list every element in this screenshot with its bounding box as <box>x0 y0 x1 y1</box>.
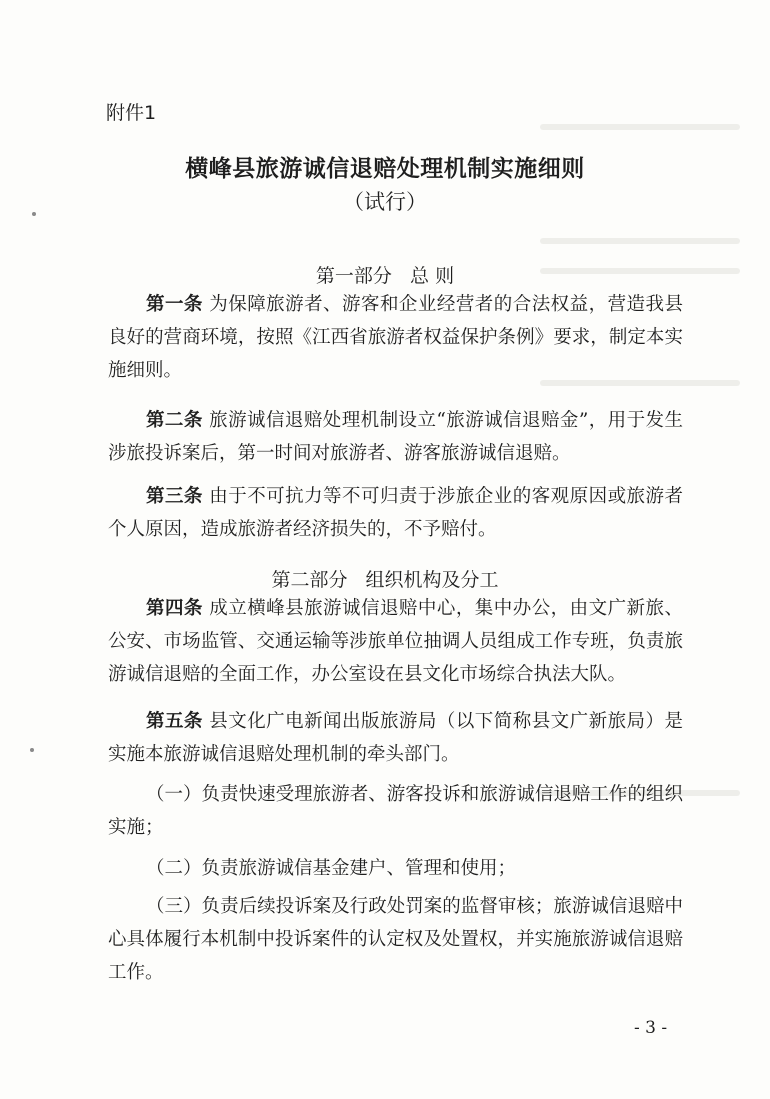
article-4-lead: 第四条 <box>146 598 203 619</box>
bleed-through-line <box>540 238 740 244</box>
document-title: 横峰县旅游诚信退赔处理机制实施细则 <box>185 156 585 182</box>
article-1 <box>108 288 683 387</box>
article-3-lead: 第三条 <box>146 486 203 507</box>
article-5-item-3: （三）负责后续投诉案及行政处罚案的监督审核；旅游诚信退赔中心具体履行本机制中投诉案件的认定权及处置权，并实施旅游诚信退赔工作。 <box>108 896 683 983</box>
article-5-text: 县文化广电新闻出版旅游局（以下简称县文广新旅局）是实施本旅游诚信退赔处理机制的牵头部门。 <box>108 711 683 765</box>
article-2 <box>108 404 683 470</box>
attachment-label: 附件1 <box>106 102 157 124</box>
article-4 <box>108 592 683 691</box>
article-5-item-2: （二）负责旅游诚信基金建户、管理和使用； <box>146 858 517 879</box>
article-5-item-1: （一）负责快速受理旅游者、游客投诉和旅游诚信退赔工作的组织实施； <box>108 784 683 838</box>
article-1-text: 为保障旅游者、游客和企业经营者的合法权益，营造我县良好的营商环境，按照《江西省旅游者权益保护条例》要求，制定本实施细则。 <box>108 294 683 381</box>
article-2-text: 旅游诚信退赔处理机制设立“旅游诚信退赔金”，用于发生涉旅投诉案后，第一时间对旅游者、游客旅游诚信退赔。 <box>108 410 683 464</box>
part1-heading: 第一部分 总 则 <box>315 265 455 287</box>
article-5-lead: 第五条 <box>146 711 203 732</box>
bleed-through-line <box>540 124 740 130</box>
part2-heading: 第二部分 组织机构及分工 <box>271 569 499 591</box>
article-2-lead: 第二条 <box>146 410 203 431</box>
article-5 <box>108 705 683 771</box>
document-subtitle: （试行） <box>343 190 427 214</box>
page-number: - 3 - <box>634 1018 668 1038</box>
scan-mark <box>30 748 34 752</box>
article-3-text: 由于不可抗力等不可归责于涉旅企业的客观原因或旅游者个人原因，造成旅游者经济损失的，不予赔付。 <box>108 486 683 540</box>
article-3 <box>108 480 683 546</box>
article-1-lead: 第一条 <box>146 294 203 315</box>
article-4-text: 成立横峰县旅游诚信退赔中心，集中办公，由文广新旅、公安、市场监管、交通运输等涉旅单位抽调人员组成工作专班，负责旅游诚信退赔的全面工作，办公室设在县文化市场综合执法大队。 <box>108 598 683 685</box>
